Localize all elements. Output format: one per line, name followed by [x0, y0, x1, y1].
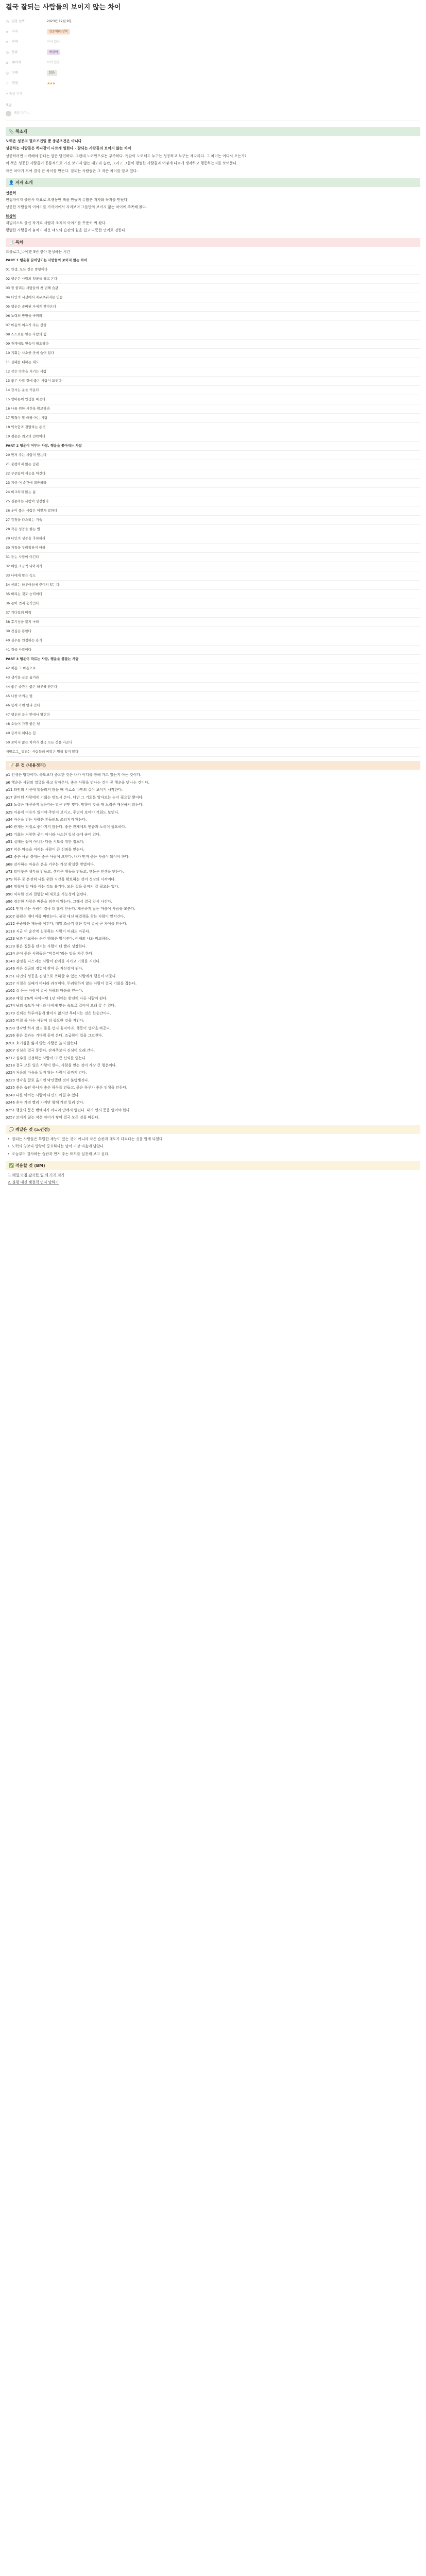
toc-item[interactable]: 에필로그_ 잘되는 사람들의 비밀은 멀리 있지 않다 — [6, 748, 420, 757]
author-heading: 👤 저자 소개 — [6, 178, 420, 187]
toc-item[interactable]: 14 감사는 운을 키운다 — [6, 386, 420, 395]
intro-line: 노력은 성공의 필요조건일 뿐 충분조건은 아니다 — [6, 139, 82, 143]
avatar — [6, 111, 11, 116]
quote-line: p96 겸손한 사람은 배움을 멈추지 않는다. 그래서 결국 앞서 나간다. — [6, 900, 112, 904]
quote-line: p45 기회는 거창한 곳이 아니라 사소한 일상 속에 숨어 있다. — [6, 832, 101, 837]
property-row — [6, 58, 420, 68]
toc-list — [6, 256, 420, 757]
intro-body — [6, 138, 420, 174]
author-line: 평범한 사람들이 놓치기 쉬운 태도와 습관의 힘을 쉽고 따뜻한 언어로 전한다. — [6, 228, 127, 233]
toc-item[interactable]: 15 말버릇이 인생을 바꾼다 — [6, 395, 420, 404]
quote-line: p34 자신을 믿는 사람은 흔들려도 쓰러지지 않는다. — [6, 818, 87, 822]
property-label: 번역 — [12, 40, 18, 44]
quote-line: p79 하루 중 온전히 나를 위한 시간을 확보하는 것이 성장의 시작이다. — [6, 877, 116, 882]
quote-line: p207 진심은 결국 통한다. 잔재주보다 진심이 오래 간다. — [6, 1048, 95, 1053]
quote-line: p90 익숙한 것과 결별할 때 새로운 가능성이 열린다. — [6, 892, 88, 896]
feeling-item: • 노력의 양보다 방향이 중요하다는 말이 가장 마음에 남았다. — [6, 1143, 420, 1149]
quote-line: p101 먼저 주는 사람이 결국 더 많이 얻는다. 계산하지 않는 마음이 사람을 모은다. — [6, 907, 135, 911]
property-tag: 읽음 — [47, 70, 57, 76]
property-icon: ≡ — [6, 40, 9, 44]
intro-line: 작은 차이가 모여 결국 큰 차이를 만든다. 잘되는 사람들은 그 작은 차이를 알고 있다. — [6, 168, 138, 173]
toc-item[interactable]: 02 행운은 사람의 얼굴을 하고 온다 — [6, 275, 420, 284]
toc-item[interactable]: 16 나를 위한 시간을 확보하라 — [6, 404, 420, 414]
toc-item[interactable]: 47 행운의 문은 안에서 열린다 — [6, 710, 420, 720]
quote-line: p257 보이지 않는 작은 차이가 쌓여 결국 모든 것을 바꾼다. — [6, 1115, 100, 1120]
toc-item[interactable]: 36 몸이 먼저 움직인다 — [6, 599, 420, 608]
quote-line: p196 좋은 결과는 기다림 끝에 온다. 조급함이 일을 그르친다. — [6, 1033, 103, 1038]
toc-item[interactable]: 43 생각을 글로 옮겨라 — [6, 673, 420, 683]
property-value[interactable] — [47, 60, 60, 66]
toc-item[interactable]: 05 행운은 준비된 자에게 찾아온다 — [6, 302, 420, 312]
toc-item[interactable]: 12 작은 약속을 지키는 사람 — [6, 367, 420, 377]
quote-line: p174 남의 속도가 아니라 나에게 맞는 속도로 걸어야 오래 갈 수 있다. — [6, 1004, 116, 1008]
author-name: 연준혁 — [6, 191, 16, 196]
toc-item[interactable]: 07 마음의 여유가 주는 선물 — [6, 321, 420, 330]
toc-part: PART 2 행운이 머무는 사람, 행운을 쫓아내는 사람 — [6, 442, 420, 451]
toc-item[interactable]: 29 타인의 성공을 축하하라 — [6, 534, 420, 544]
property-value[interactable] — [47, 49, 60, 56]
property-icon: ≡ — [6, 29, 9, 34]
toc-item[interactable]: 28 작은 성공을 쌓는 법 — [6, 525, 420, 534]
comments-label: 댓글 — [6, 104, 12, 108]
intro-line: 성공하려면 노력해야 한다는 말은 당연하다. 그런데 노력만으로는 부족하다. 똑같이 노력해도 누구는 성공하고 누구는 제자리다. 그 차이는 어디서 오는가? — [6, 154, 247, 158]
toc-heading: 📑 목차 — [6, 238, 420, 247]
intro-heading: 📎 책소개 — [6, 127, 420, 136]
quote-line: p235 좋은 습관 하나가 좋은 하루를 만들고, 좋은 하루가 좋은 인생을 만든다. — [6, 1086, 128, 1090]
quote-line: p23 노력은 배신하지 않는다는 말은 반만 맞다. 방향이 맞을 때 노력은 배신하지 않는다. — [6, 803, 144, 807]
property-key — [6, 29, 47, 35]
property-list — [6, 16, 420, 89]
property-row — [6, 68, 420, 78]
property-label: 분류 — [12, 50, 18, 54]
property-value[interactable] — [47, 19, 72, 25]
apply-item: 1. 매일 아침 감사한 일 세 가지 적기 — [8, 1173, 65, 1177]
property-label: 저자 — [12, 29, 18, 33]
toc-item[interactable]: 17 멈춰야 할 때를 아는 사람 — [6, 414, 420, 423]
toc-item[interactable]: 48 오늘이 가장 좋은 날 — [6, 720, 420, 729]
author-line: 저널리스트 출신 작가로 사람과 조직의 이야기를 꾸준히 써 왔다. — [6, 221, 107, 225]
intro-line: 성공하는 사람들은 하나같이 다르게 일한다 - 잘되는 사람들의 보이지 않는 차이 — [6, 146, 131, 151]
toc-item[interactable]: 49 끝까지 해내는 힘 — [6, 729, 420, 738]
quote-line: p212 실수를 인정하는 사람이 더 큰 신뢰를 얻는다. — [6, 1056, 87, 1060]
toc-item[interactable]: 44 좋은 습관은 좋은 하루를 만든다 — [6, 683, 420, 692]
quote-line: p84 멈춰야 할 때를 아는 것도 용기다. 모든 길을 끝까지 갈 필요는 없다. — [6, 885, 120, 889]
page-title: 결국 잘되는 사람들의 보이지 않는 차이 — [6, 4, 121, 11]
toc-item[interactable]: 08 스스로를 믿는 사람의 힘 — [6, 330, 420, 340]
quote-line: p168 매일 1%씩 나아지면 1년 뒤에는 완전히 다른 사람이 된다. — [6, 996, 108, 1001]
property-row — [6, 78, 420, 89]
quote-line: p51 실패는 끝이 아니라 다음 시도를 위한 정보다. — [6, 840, 84, 844]
toc-item[interactable]: 18 익숙함과 결별하는 용기 — [6, 423, 420, 432]
property-icon: # — [6, 60, 9, 65]
quote-line: p224 처음의 마음을 잃지 않는 사람이 끝까지 간다. — [6, 1071, 87, 1075]
quote-line: p179 신뢰는 하루아침에 쌓이지 않지만 무너지는 것은 한순간이다. — [6, 1011, 111, 1015]
quote-line: p246 혼자 가면 빨리 가지만 함께 가면 멀리 간다. — [6, 1100, 84, 1105]
author-name: 한상복 — [6, 214, 16, 219]
property-value[interactable] — [47, 40, 60, 45]
property-value[interactable] — [47, 29, 70, 35]
toc-item[interactable]: 35 버리는 것도 능력이다 — [6, 590, 420, 599]
toc-part: PART 1 행운을 끌어당기는 사람들의 보이지 않는 차이 — [6, 256, 420, 265]
toc-item[interactable]: 31 듣는 사람이 이긴다 — [6, 553, 420, 562]
feelings-list — [6, 1136, 420, 1157]
author-body — [6, 190, 420, 234]
property-label: 페이지 — [12, 60, 21, 64]
property-icon: ◎ — [6, 71, 9, 75]
toc-item[interactable]: 10 기회는 사소한 곳에 숨어 있다 — [6, 349, 420, 358]
toc-item[interactable]: 33 나에게 맞는 속도 — [6, 571, 420, 581]
toc-item[interactable]: 21 불평하지 않는 습관 — [6, 460, 420, 469]
apply-list — [6, 1172, 420, 1186]
quote-line: p129 좋은 질문을 던지는 사람이 더 빨리 성장한다. — [6, 944, 87, 948]
toc-item[interactable]: 42 처음 그 마음으로 — [6, 664, 420, 673]
toc-item[interactable]: 37 기다림의 미학 — [6, 608, 420, 618]
toc-item[interactable]: 01 인생, 모든 것은 방향이다 — [6, 265, 420, 275]
toc-item[interactable]: 06 노력의 방향을 바꿔라 — [6, 312, 420, 321]
property-empty: 비어 있음 — [47, 40, 60, 44]
feeling-item: • 오늘부터 감사하는 습관과 먼저 주는 태도를 실천해 보고 싶다. — [6, 1151, 420, 1157]
property-tag: 에세이 — [47, 49, 60, 55]
quote-line: p11 타인의 시선에 휘둘리지 않을 때 비로소 나만의 길이 보이기 시작한다. — [6, 788, 123, 792]
toc-item[interactable]: 22 꾸준함이 재능을 이긴다 — [6, 469, 420, 479]
quote-line: p229 생각을 글로 옮기면 막연했던 것이 분명해진다. — [6, 1078, 89, 1082]
quote-line: p151 타인의 성공을 진심으로 축하할 수 있는 사람에게 행운이 머문다. — [6, 974, 117, 978]
quotes-heading: 📝 본 것 (내용정리) — [6, 761, 420, 770]
add-property-button[interactable]: + 속성 추가 — [6, 92, 23, 96]
toc-item[interactable]: 45 나를 아끼는 법 — [6, 692, 420, 701]
quote-line: p118 지금 이 순간에 집중하는 사람이 미래도 바꾼다. — [6, 929, 91, 934]
toc-item[interactable]: 13 좋은 사람 곁에 좋은 사람이 모인다 — [6, 377, 420, 386]
comment-placeholder[interactable]: 댓글 추가... — [14, 111, 30, 115]
rating-stars: ★★★ — [47, 81, 55, 86]
property-icon: ☆ — [6, 81, 9, 86]
property-row — [6, 27, 420, 37]
quotes-body — [6, 772, 420, 1121]
property-icon: ◎ — [6, 50, 9, 55]
toc-item[interactable]: 40 실수를 인정하는 용기 — [6, 636, 420, 646]
property-label: 상태 — [12, 71, 18, 75]
quote-line: p112 꾸준함은 재능을 이긴다. 매일 조금씩 쌓은 것이 결국 큰 차이를 만든다. — [6, 922, 128, 926]
quote-line: p68 감사하는 마음은 운을 키우는 가장 확실한 방법이다. — [6, 862, 95, 867]
quote-line: p107 불평은 에너지를 빼앗는다. 불평 대신 해결책을 찾는 사람이 앞서간다. — [6, 914, 125, 919]
quote-line: p240 나를 아끼는 사람이 타인도 아낄 수 있다. — [6, 1093, 80, 1097]
quote-line: p251 행운의 문은 밖에서가 아니라 안에서 열린다. 내가 먼저 문을 열어야 한다. — [6, 1108, 131, 1112]
toc-item[interactable]: 32 매일 조금씩 나아지기 — [6, 562, 420, 571]
quote-line: p190 생각만 하지 말고 몸을 먼저 움직여라. 행동이 생각을 바꾼다. — [6, 1026, 111, 1030]
property-key — [6, 19, 47, 25]
quote-line: p140 감정을 다스리는 사람이 관계를 지키고 기회를 지킨다. — [6, 959, 101, 963]
quote-line: p62 좋은 사람 곁에는 좋은 사람이 모인다. 내가 먼저 좋은 사람이 되어야 한다. — [6, 855, 130, 859]
property-row — [6, 16, 420, 27]
toc-item[interactable]: 19 겸손은 최고의 전략이다 — [6, 432, 420, 442]
toc-item[interactable]: 09 관계에도 연습이 필요하다 — [6, 340, 420, 349]
toc-item[interactable]: 25 질문하는 사람이 성장한다 — [6, 497, 420, 506]
toc-item[interactable]: 34 신뢰는 하루아침에 쌓이지 않는다 — [6, 581, 420, 590]
quote-line: p162 잘 듣는 사람이 결국 사람의 마음을 얻는다. — [6, 989, 83, 993]
toc-item[interactable]: 24 비교하지 않는 삶 — [6, 488, 420, 497]
toc-item[interactable]: 39 진심은 통한다 — [6, 627, 420, 636]
quote-line: p218 결국 모든 일은 사람이 한다. 사람을 얻는 것이 가장 큰 행운이다. — [6, 1063, 117, 1067]
page — [0, 0, 426, 1190]
intro-line: 이 책은 성공한 사람들이 공통적으로 가진 보이지 않는 태도와 습관, 그리고 그들이 평범한 사람들과 어떻게 다르게 생각하고 행동하는지를 보여준다. — [6, 161, 238, 166]
toc-item[interactable]: 20 먼저 주는 사람이 얻는다 — [6, 451, 420, 460]
author-line: 성공한 사람들의 이야기를 가까이에서 지켜보며 그들만의 보이지 않는 차이에 주목해 왔다. — [6, 205, 147, 210]
quote-line: p157 거절은 실패가 아니라 과정이다. 두려워하지 않는 사람이 결국 기회를 잡는다. — [6, 981, 137, 986]
apply-heading: ✅ 적용할 것 (BM) — [6, 1161, 420, 1170]
property-value[interactable] — [47, 80, 55, 87]
toc-part: PART 3 행운이 따르는 사람, 행운을 붙잡는 사람 — [6, 655, 420, 664]
toc-item[interactable]: 46 함께 가면 멀리 간다 — [6, 701, 420, 710]
property-key — [6, 39, 47, 45]
property-empty: 비어 있음 — [47, 60, 60, 64]
property-key — [6, 70, 47, 76]
quote-line: p134 운이 좋은 사람들은 "덕분에"라는 말을 자주 한다. — [6, 952, 94, 956]
toc-item[interactable]: 03 잘 풀리는 사람들의 첫 번째 습관 — [6, 284, 420, 293]
comment-input-row[interactable] — [6, 111, 420, 121]
toc-item[interactable]: 23 지금 이 순간에 집중하라 — [6, 479, 420, 488]
toc-item[interactable]: 27 감정을 다스리는 기술 — [6, 516, 420, 525]
apply-item: 2. 불평 대신 해결책 먼저 말하기 — [8, 1180, 59, 1185]
quote-line: p40 관계는 저절로 좋아지지 않는다. 좋은 관계에도 연습과 노력이 필요하다. — [6, 825, 126, 829]
quote-line: p57 작은 약속을 지키는 사람이 큰 신뢰를 얻는다. — [6, 847, 84, 852]
quote-line: p185 버릴 줄 아는 사람이 더 중요한 것을 지킨다. — [6, 1019, 84, 1023]
quote-line: p6 행운은 사람의 얼굴을 하고 찾아온다. 좋은 사람을 만나는 것이 곧 행운을 만나는 것이다. — [6, 780, 149, 785]
feeling-item: • 잘되는 사람들은 특별한 재능이 있는 것이 아니라 작은 습관과 태도가 다르다는 것을 알게 되었다. — [6, 1136, 420, 1142]
property-row — [6, 47, 420, 58]
toc-item[interactable]: 50 보이지 않는 차이가 결국 모든 것을 바꾼다 — [6, 738, 420, 748]
property-label: 평점 — [12, 81, 18, 85]
quote-line: p29 마음에 여유가 있어야 주변이 보이고, 주변이 보여야 기회도 보인다. — [6, 810, 120, 815]
property-key — [6, 49, 47, 56]
quote-line: p73 말버릇은 생각을 만들고, 생각은 행동을 만들고, 행동은 인생을 만든다. — [6, 870, 124, 874]
quote-line: p17 준비된 사람에게 기회는 반드시 온다. 다만 그 기회를 알아보는 눈이 필요할 뿐이다. — [6, 795, 144, 800]
toc-item[interactable]: 30 거절을 두려워하지 마라 — [6, 544, 420, 553]
property-row — [6, 37, 420, 47]
quote-line: p201 호기심을 잃지 않는 사람은 늙지 않는다. — [6, 1041, 79, 1045]
author-line: 편집자이자 출판사 대표로 오랫동안 책을 만들며 수많은 저자와 독자를 만났다. — [6, 197, 129, 202]
property-text: 2023년 12월 9일 — [47, 19, 72, 23]
property-label: 읽음 날짜 — [12, 19, 25, 23]
property-key — [6, 60, 47, 66]
toc-item[interactable]: 04 타인의 시선에서 자유로워지는 연습 — [6, 293, 420, 302]
property-tag: 연준혁/한상복 — [47, 29, 70, 35]
quote-line: p123 남과 비교하는 순간 행복은 멀어진다. 어제의 나와 비교하라. — [6, 937, 110, 941]
property-value[interactable] — [47, 70, 57, 76]
toc-item[interactable]: 11 실패를 대하는 태도 — [6, 358, 420, 367]
property-icon: ◷ — [6, 19, 9, 24]
quote-line: p146 작은 성공의 경험이 쌓여 큰 자신감이 된다. — [6, 967, 83, 971]
quote-line: p1 인생은 방향이다. 속도보다 중요한 것은 내가 어디를 향해 가고 있는지 아는 것이다. — [6, 773, 142, 777]
toc-intro: 프롤로그_나에겐 3번 쌓아 완성하는 시간 — [6, 249, 71, 254]
toc-item[interactable]: 38 호기심을 잃지 마라 — [6, 618, 420, 627]
feelings-heading: 💬 깨달은 것 (느낀점) — [6, 1125, 420, 1134]
toc-item[interactable]: 26 운이 좋은 사람은 이렇게 말한다 — [6, 506, 420, 516]
toc-item[interactable]: 41 결국 사람이다 — [6, 646, 420, 655]
property-key — [6, 80, 47, 87]
